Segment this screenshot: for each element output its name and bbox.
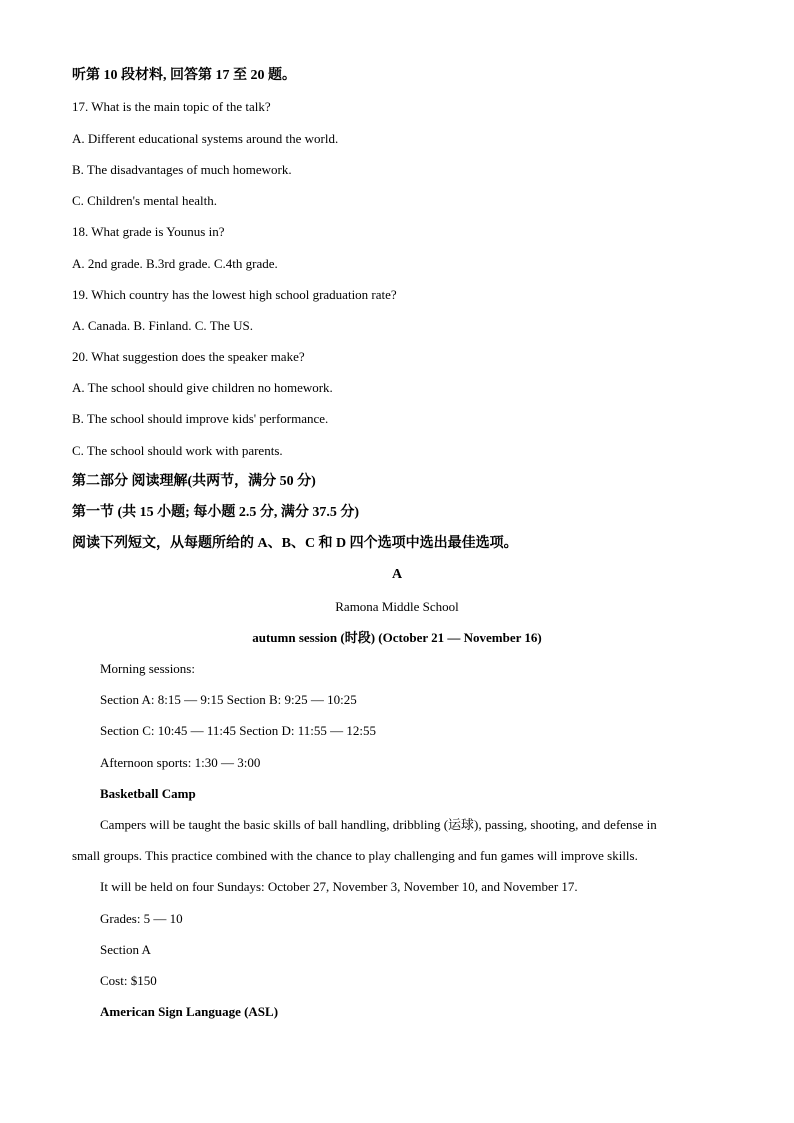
question-20: 20. What suggestion does the speaker make? xyxy=(72,349,305,364)
basketball-desc-line1: Campers will be taught the basic skills of ball handling, dribbling (运球), passing, shooting, and defense in xyxy=(100,817,657,832)
question-17: 17. What is the main topic of the talk? xyxy=(72,99,271,114)
q19-options: A. Canada. B. Finland. C. The US. xyxy=(72,318,254,333)
q17-option-a: A. Different educational systems around the world. xyxy=(72,131,339,146)
cost: Cost: $150 xyxy=(100,973,157,988)
listening-header: 听第 10 段材料, 回答第 17 至 20 题。 xyxy=(72,68,296,83)
section-title: 第一节 (共 15 小题; 每小题 2.5 分, 满分 37.5 分) xyxy=(72,505,359,520)
part-title: 第二部分 阅读理解(共两节，满分 50 分) xyxy=(72,474,316,489)
q17-option-c: C. Children's mental health. xyxy=(72,193,217,208)
passage-letter: A xyxy=(391,567,403,582)
q20-option-b: B. The school should improve kids' performance. xyxy=(72,411,329,426)
session-title: autumn session (时段) (October 21 — November 16) xyxy=(252,630,542,645)
grades: Grades: 5 — 10 xyxy=(100,911,183,926)
school-name: Ramona Middle School xyxy=(335,599,459,614)
q20-option-c: C. The school should work with parents. xyxy=(72,443,283,458)
basketball-desc-line2: small groups. This practice combined with the chance to play challenging and fun games will improve skills. xyxy=(72,848,638,863)
asl-title: American Sign Language (ASL) xyxy=(100,1004,279,1019)
question-19: 19. Which country has the lowest high school graduation rate? xyxy=(72,287,397,302)
basketball-title: Basketball Camp xyxy=(100,786,196,801)
q17-option-b: B. The disadvantages of much homework. xyxy=(72,162,292,177)
q18-options: A. 2nd grade. B.3rd grade. C.4th grade. xyxy=(72,256,278,271)
section-label: Section A xyxy=(100,942,151,957)
basketball-dates: It will be held on four Sundays: October 27, November 3, November 10, and November 17. xyxy=(100,879,578,894)
instruction: 阅读下列短文，从每题所给的 A、B、C 和 D 四个选项中选出最佳选项。 xyxy=(72,536,518,551)
question-18: 18. What grade is Younus in? xyxy=(72,224,225,239)
q20-option-a: A. The school should give children no homework. xyxy=(72,380,333,395)
sections-c-d: Section C: 10:45 — 11:45 Section D: 11:55 — 12:55 xyxy=(100,723,377,738)
morning-sessions: Morning sessions: xyxy=(100,661,195,676)
afternoon-sports: Afternoon sports: 1:30 — 3:00 xyxy=(100,755,261,770)
sections-a-b: Section A: 8:15 — 9:15 Section B: 9:25 — 10:25 xyxy=(100,692,357,707)
